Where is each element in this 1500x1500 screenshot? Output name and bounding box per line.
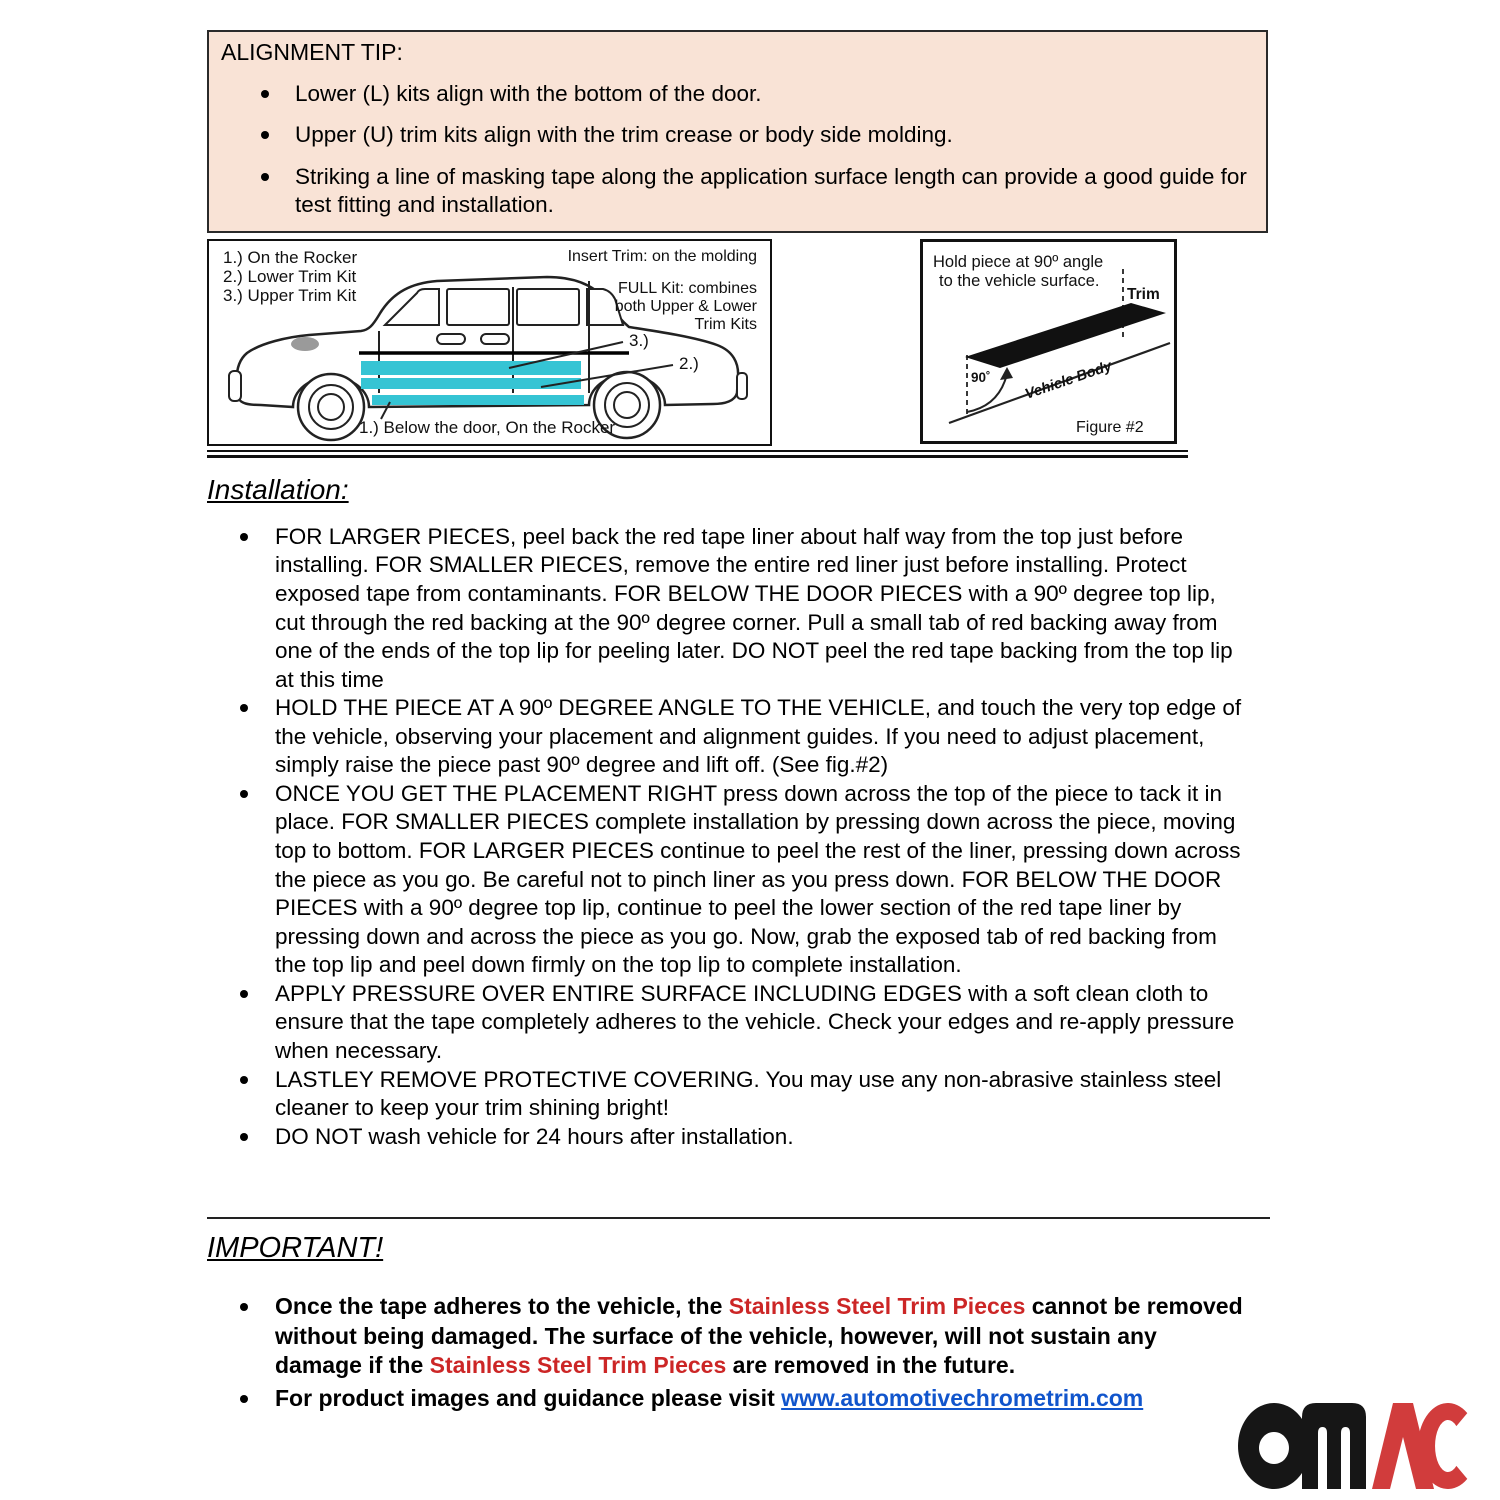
installation-bullet: HOLD THE PIECE AT A 90º DEGREE ANGLE TO THE VEHICLE, and touch the very top edge of the vehicle, observing your placement and alignment guides. If you need to adjust placement, simply raise the piece past 90º degree and lift off. (See fig.#2) [240, 694, 1268, 780]
front-door-window [447, 289, 509, 325]
car-diagram-svg [209, 241, 770, 444]
text-segment: Once the tape adheres to the vehicle, the [275, 1293, 729, 1320]
car-label-full-kit-1: FULL Kit: combines [617, 279, 757, 297]
door-handle [437, 334, 465, 344]
installation-bullet: FOR LARGER PIECES, peel back the red tape liner about half way from the top just before installing. FOR SMALLER PIECES, remove the entire red liner just before installing. Protect exposed tape from contaminants. FOR BELOW THE DOOR PIECES with a 90º degree top lip, cut through the red backing at the 90º degree corner. Pull a small tab of red backing away from one of the ends of the top lip for peeling later. DO NOT peel the red tape backing from the top lip at this time [240, 523, 1268, 694]
alignment-tip-box [207, 30, 1268, 233]
text-segment: Stainless Steel Trim Pieces [429, 1352, 727, 1379]
figure-2-svg [923, 242, 1174, 441]
trim-label: Trim [1127, 285, 1160, 303]
installation-list [207, 523, 1268, 1151]
instruction-sheet [207, 30, 1268, 1416]
text-segment: For product images and guidance please visit [275, 1384, 782, 1411]
installation-bullet: LASTLEY REMOVE PROTECTIVE COVERING. You may use any non-abrasive stainless steel cleaner to keep your trim shining bright! [240, 1066, 1268, 1123]
car-label-list-2: 2.) Lower Trim Kit [223, 266, 357, 286]
car-trim-diagram [207, 239, 772, 446]
side-marker [291, 337, 319, 351]
car-label-pointer-3: 3.) [629, 330, 649, 350]
arrowhead-icon [1000, 367, 1013, 380]
rocker-trim-strip [372, 395, 584, 405]
bullet-icon [240, 1303, 248, 1311]
car-label-full-kit-3: Trim Kits [694, 315, 757, 333]
installation-bullet: DO NOT wash vehicle for 24 hours after installation. [240, 1123, 1268, 1152]
section-divider-thin [207, 1217, 1270, 1219]
installation-bullet: ONCE YOU GET THE PLACEMENT RIGHT press down across the top of the piece to tack it in place. FOR SMALLER PIECES complete installation by pressing down across the piece, moving top to bottom. FOR LARGER PIECES continue to peel the rest of the liner, pressing down across the piece as you go. Be careful not to pinch liner as you press down. FOR BELOW THE DOOR PIECES with a 90º degree top lip, continue to peel the lower section of the red tape liner by pressing down and across the piece as you go. Now, grab the exposed tab of red backing from the top lip and peel down firmly on the top lip to complete installation. [240, 780, 1268, 980]
website-link[interactable]: www.automotivechrometrim.com [781, 1384, 1144, 1411]
omac-logo-svg [1238, 1400, 1478, 1492]
car-label-list-1: 1.) On the Rocker [223, 247, 358, 267]
bullet-icon [240, 990, 248, 998]
text-segment: Stainless Steel Trim Pieces [728, 1293, 1026, 1320]
bullet-icon [261, 173, 269, 181]
figure-2-diagram [920, 239, 1177, 444]
tip-bullet: Upper (U) trim kits align with the trim crease or body side molding. [261, 121, 1254, 150]
vehicle-body-label: Vehicle Body [1023, 358, 1114, 403]
door-handle [481, 334, 509, 344]
text-segment: cannot be removed without being damaged. The surface of the vehicle, however, will not sustain any damage if the [275, 1293, 1243, 1379]
important-bullet-text [275, 1384, 1143, 1413]
figure2-number: Figure #2 [1076, 418, 1144, 436]
important-bullet [240, 1384, 1268, 1413]
figures-row [207, 239, 1268, 446]
important-bullet [240, 1292, 1268, 1380]
rear-door-window [517, 289, 579, 325]
front-wheel [298, 374, 364, 440]
car-label-full-kit-2: both Upper & Lower [614, 297, 757, 315]
text-segment: are removed in the future. [726, 1352, 1016, 1379]
upper-trim-strip [361, 361, 581, 375]
figure2-caption-line-1: Hold piece at 90º angle [933, 252, 1104, 271]
bullet-icon [240, 533, 248, 541]
important-heading: IMPORTANT! [207, 1232, 384, 1265]
car-label-list-3: 3.) Upper Trim Kit [223, 285, 357, 305]
angle-label: 90˚ [971, 369, 991, 385]
front-bumper [229, 371, 241, 401]
section-divider-double [207, 450, 1188, 458]
important-bullet-text [275, 1292, 1245, 1380]
car-label-pointer-2: 2.) [679, 353, 699, 373]
bullet-icon [240, 1133, 248, 1141]
car-label-insert-trim: Insert Trim: on the molding [567, 247, 757, 265]
alignment-tip-title: ALIGNMENT TIP: [221, 39, 403, 65]
tip-bullet: Striking a line of masking tape along the application surface length can provide a good guide for test fitting and installation. [261, 163, 1254, 220]
logo-letter-o [1238, 1403, 1310, 1489]
bullet-icon [240, 1076, 248, 1084]
rear-bumper [737, 373, 747, 399]
bullet-icon [240, 704, 248, 712]
important-list [207, 1292, 1268, 1413]
car-label-below-door: 1.) Below the door, On the Rocker [359, 417, 616, 437]
alignment-tip-list [221, 80, 1254, 220]
bullet-icon [261, 90, 269, 98]
bullet-icon [240, 790, 248, 798]
figure2-caption-line-2: to the vehicle surface. [939, 271, 1100, 290]
bullet-icon [240, 1395, 248, 1403]
omac-logo [1238, 1400, 1478, 1492]
logo-letter-m [1302, 1403, 1366, 1489]
installation-bullet: APPLY PRESSURE OVER ENTIRE SURFACE INCLUDING EDGES with a soft clean cloth to ensure that the tape completely adheres to the vehicle. Check your edges and re-apply pressure when necessary. [240, 980, 1268, 1066]
bullet-icon [261, 131, 269, 139]
lower-trim-strip [361, 378, 581, 389]
trim-piece [965, 303, 1166, 368]
tip-bullet: Lower (L) kits align with the bottom of the door. [261, 80, 1254, 109]
installation-heading: Installation: [207, 473, 349, 505]
